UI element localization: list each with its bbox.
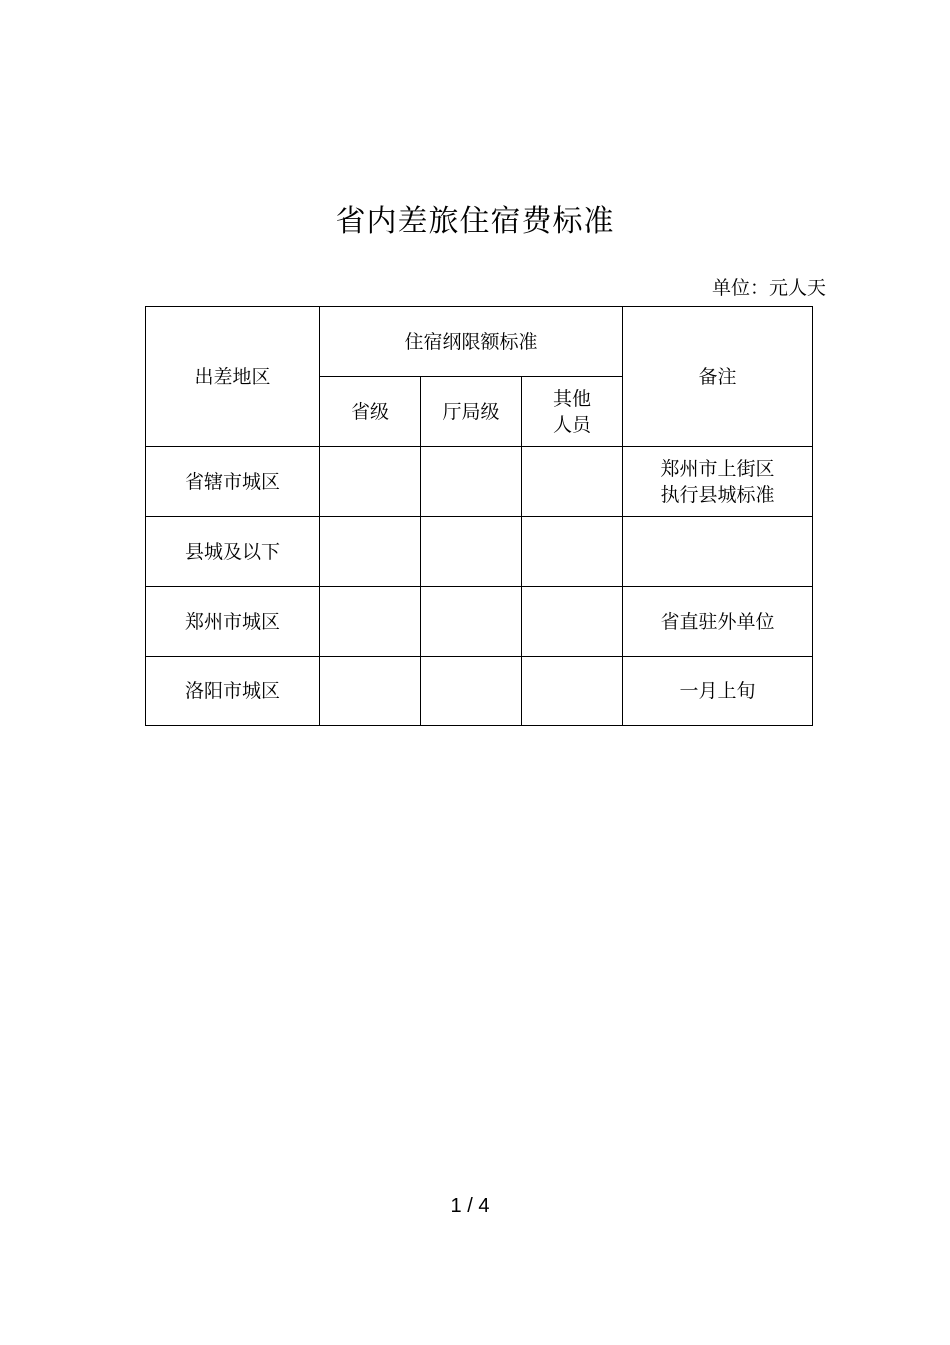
remark-line1: 郑州市上街区 [660, 457, 775, 480]
header-limit-group: 住宿纲限额标准 [320, 307, 623, 377]
cell-provincial [320, 587, 421, 657]
lodging-standard-table [145, 306, 813, 726]
cell-bureau [421, 587, 522, 657]
cell-bureau [421, 517, 522, 587]
cell-region: 郑州市城区 [146, 587, 320, 657]
cell-remark: 省直驻外单位 [623, 587, 813, 657]
cell-remark [623, 517, 813, 587]
remark-line2: 执行县城标准 [660, 483, 775, 506]
header-remark: 备注 [623, 307, 813, 447]
cell-region: 县城及以下 [146, 517, 320, 587]
table-row [146, 657, 813, 726]
page-number: 1 / 4 [450, 1195, 490, 1217]
cell-provincial [320, 447, 421, 517]
table-row [146, 517, 813, 587]
header-others-line2: 人员 [552, 413, 591, 436]
header-others-line1: 其他 [552, 387, 591, 410]
header-others [522, 377, 623, 447]
cell-remark [623, 447, 813, 517]
cell-remark: 一月上旬 [623, 657, 813, 726]
unit-note: 单位：元人天 [711, 277, 826, 299]
header-region: 出差地区 [146, 307, 320, 447]
cell-bureau [421, 447, 522, 517]
cell-region: 洛阳市城区 [146, 657, 320, 726]
cell-provincial [320, 517, 421, 587]
header-bureau: 厅局级 [421, 377, 522, 447]
document-title: 省内差旅住宿费标准 [335, 204, 615, 239]
cell-bureau [421, 657, 522, 726]
cell-others [522, 657, 623, 726]
cell-others [522, 517, 623, 587]
table-row [146, 587, 813, 657]
table-row [146, 447, 813, 517]
cell-others [522, 587, 623, 657]
cell-provincial [320, 657, 421, 726]
cell-others [522, 447, 623, 517]
header-row [146, 307, 813, 377]
cell-region: 省辖市城区 [146, 447, 320, 517]
header-provincial: 省级 [320, 377, 421, 447]
